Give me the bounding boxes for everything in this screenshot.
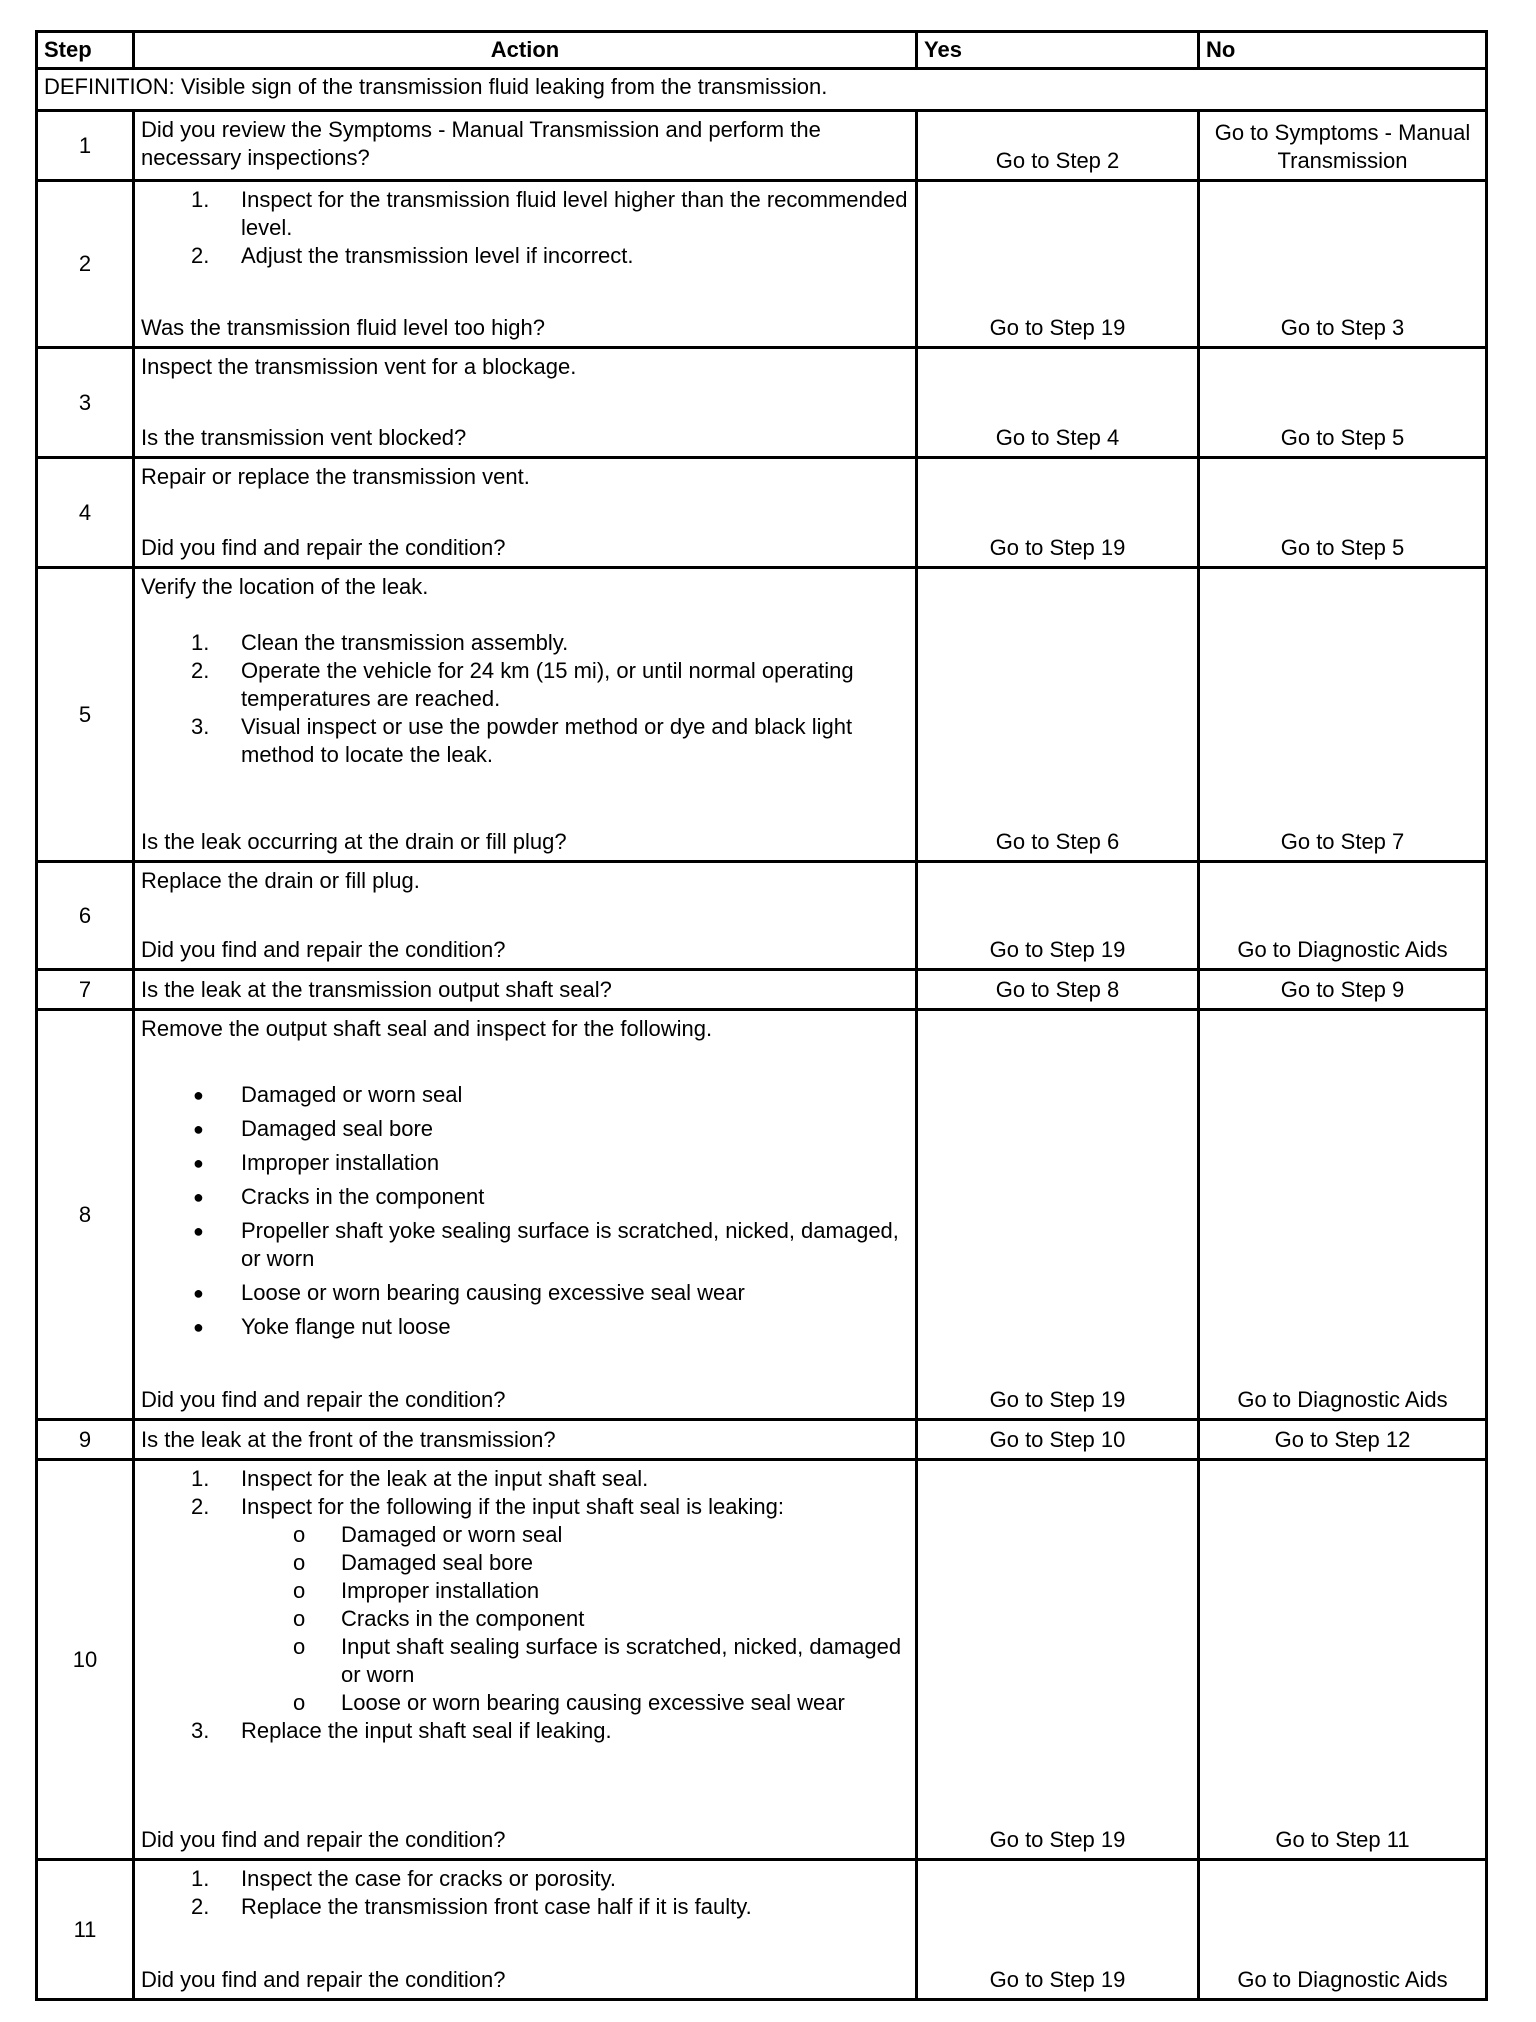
step-number: 7 [38, 971, 135, 1008]
list-item: ● Damaged or worn seal [193, 1082, 463, 1107]
action-cell [135, 112, 918, 179]
action-text: Verify the location of the leak. [141, 574, 429, 599]
action-cell [135, 569, 918, 860]
table-header-row [35, 30, 1488, 70]
header-no: No [1206, 37, 1236, 62]
numbered-list [141, 1465, 909, 1745]
action-cell [135, 863, 918, 968]
header-step: Step [38, 33, 135, 67]
action-cell [135, 1011, 918, 1418]
action-cell [135, 1861, 918, 1998]
action-text: Repair or replace the transmission vent. [141, 464, 530, 489]
step-number: 2 [38, 182, 135, 346]
table-row [35, 569, 1488, 863]
no-cell: Go to Diagnostic Aids [1237, 937, 1448, 962]
list-item: ● Improper installation [193, 1150, 440, 1175]
question-text: Is the leak occurring at the drain or fill plug? [141, 829, 567, 854]
yes-cell: Go to Step 8 [918, 971, 1200, 1008]
table-row [35, 182, 1488, 349]
no-cell: Go to Step 7 [1280, 829, 1405, 854]
action-text: Replace the drain or fill plug. [141, 868, 420, 893]
no-cell: Go to Step 5 [1280, 535, 1405, 560]
table-row [35, 1011, 1488, 1421]
numbered-list [141, 186, 909, 270]
sub-list-item: o Damaged or worn seal [293, 1522, 563, 1547]
yes-cell: Go to Step 19 [918, 182, 1200, 346]
question-text: Did you find and repair the condition? [141, 1967, 506, 1992]
header-yes: Yes [918, 33, 1200, 67]
yes-cell: Go to Step 19 [918, 1461, 1200, 1858]
action-cell [135, 971, 918, 1008]
action-cell [135, 182, 918, 346]
sub-list-item: o Damaged seal bore [293, 1550, 534, 1575]
table-row [35, 1461, 1488, 1861]
question-text: Is the leak at the front of the transmission? [141, 1426, 556, 1452]
list-item: ● Loose or worn bearing causing excessive seal wear [193, 1280, 745, 1305]
question-text: Did you find and repair the condition? [141, 937, 506, 962]
definition-text: DEFINITION: Visible sign of the transmission fluid leaking from the transmission. [44, 74, 828, 99]
no-cell: Go to Step 11 [1275, 1827, 1410, 1852]
list-item: ● Cracks in the component [193, 1184, 485, 1209]
yes-cell: Go to Step 10 [918, 1421, 1200, 1458]
no-cell: Go to Step 3 [1280, 315, 1405, 340]
sub-list-item: o Cracks in the component [293, 1606, 585, 1631]
question-text: Did you find and repair the condition? [141, 1827, 506, 1852]
step-number: 11 [38, 1861, 135, 1998]
no-cell: Go to Symptoms - Manual Transmission [1214, 120, 1471, 173]
step-number: 9 [38, 1421, 135, 1458]
step-number: 10 [38, 1461, 135, 1858]
table-row [35, 1861, 1488, 2001]
definition-row [35, 70, 1488, 112]
bullet-list [141, 1081, 909, 1341]
yes-cell: Go to Step 19 [918, 863, 1200, 968]
step-number: 5 [38, 569, 135, 860]
numbered-list [141, 1865, 909, 1921]
list-item: 1. Inspect for the leak at the input shaft seal. [191, 1466, 649, 1491]
list-item: ● Propeller shaft yoke sealing surface is scratched, nicked, damaged, or worn [193, 1218, 899, 1271]
no-cell: Go to Step 9 [1280, 976, 1405, 1002]
numbered-list [141, 629, 909, 769]
step-number: 3 [38, 349, 135, 456]
sub-list [241, 1521, 909, 1717]
yes-cell: Go to Step 19 [918, 1861, 1200, 1998]
list-item: 3. Visual inspect or use the powder method or dye and black light method to locate the leak. [191, 714, 853, 767]
sub-list-item: o Improper installation [293, 1578, 540, 1603]
action-text: Remove the output shaft seal and inspect for the following. [141, 1016, 713, 1041]
table-row [35, 1421, 1488, 1461]
question-text: Did you find and repair the condition? [141, 535, 506, 560]
action-text: Inspect the transmission vent for a blockage. [141, 354, 577, 379]
action-cell [135, 349, 918, 456]
list-item: ● Yoke flange nut loose [193, 1314, 451, 1339]
table-row [35, 863, 1488, 971]
question-text: Is the leak at the transmission output shaft seal? [141, 976, 612, 1002]
question-text: Is the transmission vent blocked? [141, 425, 467, 450]
step-number: 1 [38, 112, 135, 179]
list-item: ● Damaged seal bore [193, 1116, 434, 1141]
list-item: 1. Inspect the case for cracks or porosity. [191, 1866, 616, 1891]
list-item: 2. Adjust the transmission level if incorrect. [191, 243, 634, 268]
no-cell: Go to Step 5 [1280, 425, 1405, 450]
step-number: 6 [38, 863, 135, 968]
yes-cell: Go to Step 19 [918, 1011, 1200, 1418]
yes-cell: Go to Step 6 [918, 569, 1200, 860]
list-item: 2. Replace the transmission front case half if it is faulty. [191, 1894, 752, 1919]
action-cell [135, 1421, 918, 1458]
action-text: Did you review the Symptoms - Manual Transmission and perform the necessary inspections? [141, 117, 821, 170]
sub-list-item: o Loose or worn bearing causing excessive seal wear [293, 1690, 845, 1715]
action-cell [135, 459, 918, 566]
list-item: 2. Inspect for the following if the input shaft seal is leaking: o Damaged or worn seal o Damaged seal bore o Improper installation o Cracks in the component o Input shaft sealing surface is scratched, nicked, damaged or worn o Loose or worn bearing causing excessive seal wear [141, 1493, 909, 1717]
question-text: Was the transmission fluid level too high? [141, 315, 545, 340]
yes-cell: Go to Step 19 [918, 459, 1200, 566]
diagnostic-table [35, 30, 1488, 2001]
header-action: Action [135, 33, 918, 67]
step-number: 8 [38, 1011, 135, 1418]
question-text: Did you find and repair the condition? [141, 1387, 506, 1412]
no-cell: Go to Diagnostic Aids [1237, 1967, 1448, 1992]
list-item: 1. Clean the transmission assembly. [191, 630, 569, 655]
table-row [35, 971, 1488, 1011]
sub-list-item: o Input shaft sealing surface is scratched, nicked, damaged or worn [293, 1634, 902, 1687]
list-item: 1. Inspect for the transmission fluid level higher than the recommended level. [191, 187, 908, 240]
table-row [35, 349, 1488, 459]
table-row [35, 112, 1488, 182]
yes-cell: Go to Step 4 [918, 349, 1200, 456]
list-item: 2. Operate the vehicle for 24 km (15 mi), or until normal operating temperatures are reached. [191, 658, 854, 711]
yes-cell: Go to Step 2 [918, 112, 1200, 179]
no-cell: Go to Step 12 [1274, 1426, 1411, 1452]
no-cell: Go to Diagnostic Aids [1237, 1387, 1448, 1412]
action-cell [135, 1461, 918, 1858]
list-item: 3. Replace the input shaft seal if leaking. [191, 1718, 612, 1743]
table-row [35, 459, 1488, 569]
step-number: 4 [38, 459, 135, 566]
